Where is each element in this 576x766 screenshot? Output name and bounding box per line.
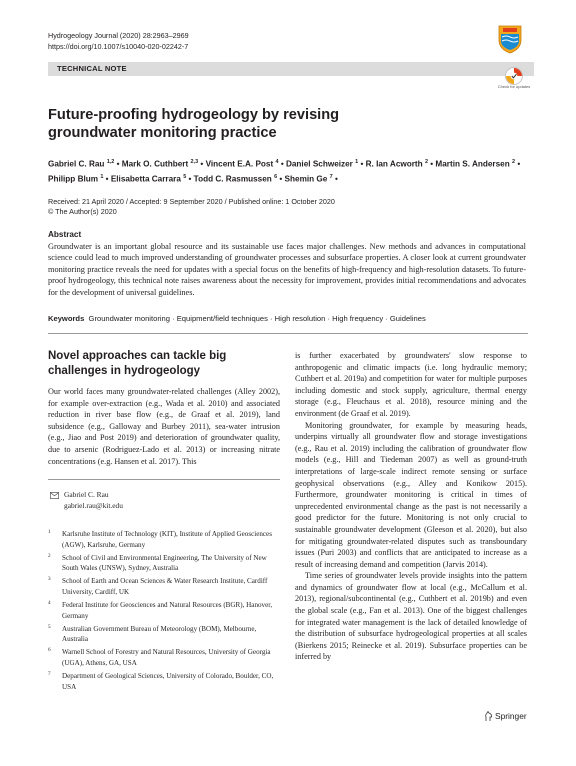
body-paragraph: Time series of groundwater levels provide insights into the pattern and dynamics of groundwater flow at local (e.g., McCallum et al. 2013), regional/subcontinental (e.g., Cuthbert et al. 2019b) and even the global scale (e.g., Fan et al. 2013). One of the biggest challenges for integrated water management is the lack of detailed knowledge of the distribution of subsurface hydrogeological properties at all scales (Bierkens 2015; Reinecke et al. 2019). Subsurface properties can be inferred by — [295, 571, 527, 662]
affiliation-item — [48, 671, 280, 692]
author-affiliation-marker: 2 — [512, 159, 516, 165]
section-label: TECHNICAL NOTE — [57, 64, 127, 73]
author-name[interactable]: R. Ian Acworth — [365, 159, 423, 169]
crossmark-icon[interactable] — [500, 67, 528, 93]
body-paragraph: is further exacerbated by groundwaters' slow response to anthropogenic and climatic impacts (i.e. long hydraulic memory; Cuthbert et al. 2019a) and competition for water for multiple purposes including domestic and stock supply, agriculture, thermal energy storage (e.g., Fleuchaus et al. 2018), resource mining and the environment (de Graaf et al. 2019). — [295, 351, 527, 418]
author-affiliation-marker: 1,2 — [106, 159, 115, 165]
affiliation-text: Department of Geological Sciences, University of Colorado, Boulder, CO, USA — [62, 672, 274, 691]
divider — [48, 479, 280, 480]
affiliation-item — [48, 647, 280, 668]
crossmark-label: Check for updates — [497, 84, 531, 89]
author-affiliation-marker: 2 — [424, 159, 428, 165]
article-dates: Received: 21 April 2020 / Accepted: 9 September 2020 / Published online: 1 October 2020 — [48, 197, 335, 206]
author-affiliation-marker: 4 — [275, 159, 279, 165]
affiliation-item — [48, 600, 280, 621]
affiliation-text: School of Earth and Ocean Sciences & Water Research Institute, Cardiff University, Cardiff, UK — [62, 577, 268, 596]
envelope-icon — [50, 492, 59, 499]
affiliation-text: School of Civil and Environmental Engineering, The University of New South Wales (UNSW), Sydney, Australia — [62, 553, 267, 573]
affiliation-text: Warnell School of Forestry and Natural Resources, University of Georgia (UGA), Athens, GA, USA — [62, 648, 271, 668]
author-name[interactable]: Shemin Ge — [284, 174, 328, 184]
author-affiliation-marker: 6 — [274, 174, 278, 181]
author-name[interactable]: Philipp Blum — [48, 174, 99, 184]
author-name[interactable]: Mark O. Cuthbert — [121, 159, 189, 169]
affiliation-number: 1 — [48, 529, 51, 535]
keywords-line — [48, 313, 528, 324]
affiliation-number: 3 — [48, 576, 51, 583]
affiliation-list — [48, 529, 280, 695]
author-name[interactable]: Daniel Schweizer — [285, 159, 353, 169]
affiliation-item — [48, 553, 280, 574]
keywords-text: Groundwater monitoring · Equipment/field techniques · High resolution · High frequency · Guidelines — [88, 314, 426, 323]
affiliation-item — [48, 624, 280, 645]
author-name[interactable]: Martin S. Andersen — [435, 159, 510, 169]
affiliation-number: 4 — [48, 600, 51, 607]
author-affiliation-marker: 1 — [100, 174, 104, 181]
doi-link[interactable]: https://doi.org/10.1007/s10040-020-02242-7 — [48, 42, 189, 51]
affiliation-number: 5 — [48, 623, 51, 630]
article-title: Future-proofing hydrogeology by revising groundwater monitoring practice — [48, 107, 340, 141]
body-text-right — [295, 350, 527, 663]
affiliation-item — [48, 576, 280, 597]
divider — [48, 333, 528, 334]
affiliation-text: Australian Government Bureau of Meteorology (BOM), Melbourne, Australia — [62, 624, 257, 644]
author-name[interactable]: Vincent E.A. Post — [205, 159, 274, 169]
section-heading: Novel approaches can tackle big challenges in hydrogeology — [48, 350, 227, 377]
author-affiliation-marker: 2,3 — [190, 159, 199, 165]
corresponding-author-email[interactable]: gabriel.rau@kit.edu — [64, 500, 123, 510]
body-paragraph-left: Our world faces many groundwater-related challenges (Alley 2002), for example over-extraction (e.g., Wada et al. 2010) and associated reduction in river base flow (e.g., de Graaf et al. 2019), land subsidence (e.g., Galloway and Burbey 2011), sea-water intrusion (e.g., Jiao and Post 2019) and deterioration of groundwater quality, due to arsenic (Rodriguez-Lado et al. 2013) or increasing nitrate concentrations (e.g. Hansen et al. 2017). This — [48, 387, 280, 466]
author-name[interactable]: Gabriel C. Rau — [48, 159, 105, 169]
journal-citation: Hydrogeology Journal (2020) 28:2963–2969 — [48, 31, 189, 40]
corresponding-author — [64, 490, 123, 511]
author-name[interactable]: Todd C. Rasmussen — [193, 174, 272, 184]
author-name[interactable]: Elisabetta Carrara — [110, 174, 181, 184]
springer-horse-icon — [484, 711, 493, 722]
abstract-text: Groundwater is an important global resource and its sustainable use faces major challenges. New methods and advances in computational science could lead to much improved understanding of groundwater processes and subsurface properties. A closer look at current groundwater monitoring practice reveals the need for updates with a special focus on the benefits of high-frequency and high-resolution datasets. To future-proof hydrogeology, this technical note raises awareness about the necessity for improvement, provides initial recommendations and advocates for the development of universal guidelines. — [48, 242, 526, 297]
author-affiliation-marker: 1 — [355, 159, 359, 165]
affiliation-number: 7 — [48, 671, 51, 678]
abstract-heading: Abstract — [48, 230, 82, 239]
journal-logo-icon — [497, 24, 523, 54]
author-list: Gabriel C. Rau $^{1,2}$ • Mark O. Cuthbert $^{2,3}$ • Vincent E.A. Post $^4$ • Daniel Schweizer $^1$ • R. Ian Acworth $^2$ • Martin S. Andersen $^2$ • Philipp Blum $^1$ • Elisabetta Carrara $^5$ • Todd C. Rasmussen $^6$ • Shemin Ge $^7$ • — [48, 159, 521, 184]
affiliation-text: Federal Institute for Geosciences and Natural Resources (BGR), Hanover, Germany — [62, 601, 273, 620]
keywords-label: Keywords — [48, 314, 85, 323]
section-label-bar — [48, 62, 534, 76]
affiliation-number: 6 — [48, 647, 51, 654]
body-paragraph: Monitoring groundwater, for example by measuring heads, underpins virtually all groundwater flow and storage investigations (e.g., Rau et al. 2019) including the calibration of groundwater flow models (e.g., Hill and Tiedeman 2007) as well as ground-truth interpretations of large-scale indirect remote sensing or surface geophysical observations (e.g., Alley and Konikow 2015). Furthermore, groundwater monitoring is critical in times of unprecedented environmental change as the past is not necessarily a good predictor for the future. Monitoring is not only crucial to sustainable groundwater development (Gleeson et al. 2020), but also for mitigating groundwater-related disputes such as transboundary issues (Puri 2003) and conflicts that are anticipated to increase as a result of increasing demand and competition (Jarvis 2014). — [295, 420, 527, 569]
affiliation-number: 2 — [48, 552, 51, 559]
publisher-name: Springer — [495, 711, 527, 721]
copyright-line: © The Author(s) 2020 — [48, 207, 117, 216]
affiliation-item — [48, 529, 280, 550]
corresponding-author-name: Gabriel C. Rau — [64, 490, 109, 499]
affiliation-text: Karlsruhe Institute of Technology (KIT), Institute of Applied Geosciences (AGW), Karlsruhe, Germany — [62, 530, 272, 549]
author-affiliation-marker: 5 — [183, 174, 187, 181]
author-affiliation-marker: 7 — [329, 174, 333, 181]
